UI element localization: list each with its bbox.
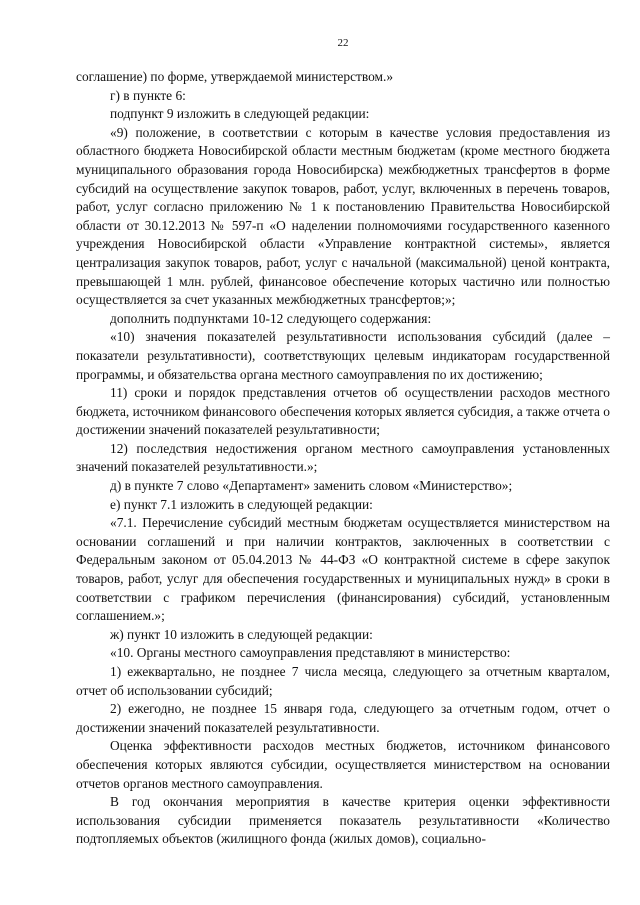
paragraph: 2) ежегодно, не позднее 15 января года, следующего за отчетным годом, отчет о достижении значений показателей результативности. [76,701,610,735]
paragraph: 11) сроки и порядок представления отчетов об осуществлении расходов местного бюджета, источником финансового обеспечения которых является субсидия, а также отчета о достижении значений показателей результативности; [76,385,610,438]
paragraph: «10. Органы местного самоуправления представляют в министерство: [110,645,511,661]
paragraph: г) в пункте 6: [110,87,186,103]
paragraph: подпункт 9 изложить в следующей редакции: [110,106,370,122]
paragraph: соглашение) по форме, утверждаемой министерством.» [76,69,394,84]
paragraph: д) в пункте 7 слово «Департамент» заменить словом «Министерство»; [110,478,513,494]
paragraph: Оценка эффективности расходов местных бюджетов, источником финансового обеспечения которых являются субсидии, осуществляется министерством на основании отчетов органов местного самоуправления. [76,738,610,791]
paragraph: «7.1. Перечисление субсидий местным бюджетам осуществляется министерством на основании соглашений и при наличии контрактов, заключенных в соответствии с Федеральным законом от 05.04.2013 № 44-ФЗ «О контрактной системе в сфере закупок товаров, работ, услуг для обеспечения государственных и муниципальных нужд» в сроки в соответствии с графиком перечисления (финансирования) субсидий, установленным соглашением.»; [76,515,610,624]
document-page [76,36,610,849]
paragraph: дополнить подпунктами 10-12 следующего содержания: [110,310,432,326]
document-body [76,68,610,849]
page-number: 22 [337,37,349,49]
paragraph: 12) последствия недостижения органом местного самоуправления установленных значений показателей результативности.»; [76,440,610,475]
paragraph: В год окончания мероприятия в качестве критерия оценки эффективности использования субсидии применяется показатель результативности «Количество подтопляемых объектов (жилищного фонда (жилых домов), социально- [76,794,610,847]
paragraph: ж) пункт 10 изложить в следующей редакции: [110,626,373,642]
paragraph: «10) значения показателей результативности использования субсидий (далее – показатели результативности), соответствующих целевым индикаторам государственной программы, и обязательства органа местного самоуправления по их достижению; [76,329,610,382]
paragraph: 1) ежеквартально, не позднее 7 числа месяца, следующего за отчетным кварталом, отчет об использовании субсидий; [76,664,610,698]
paragraph: «9) положение, в соответствии с которым в качестве условия предоставления из областного бюджета Новосибирской области местным бюджетам (кроме местного бюджета муниципального образования города Новосибирска) межбюджетных трансфертов в форме субсидий на осуществление закупок товаров, работ, услуг, включенных в перечень товаров, работ, услуг согласно приложению № 1 к постановлению Правительства Новосибирской области от 30.12.2013 № 597-п «О наделении полномочиями государственного казенного учреждения Новосибирской области «Управление контрактной системы», является централизация закупок товаров, работ, услуг с начальной (максимальной) ценой контракта, превышающей 1 млн. рублей, финансовое обеспечение которых частично или полностью осуществляется за счет указанных межбюджетных трансфертов;»; [76,124,610,308]
paragraph: е) пункт 7.1 изложить в следующей редакции: [110,496,373,512]
